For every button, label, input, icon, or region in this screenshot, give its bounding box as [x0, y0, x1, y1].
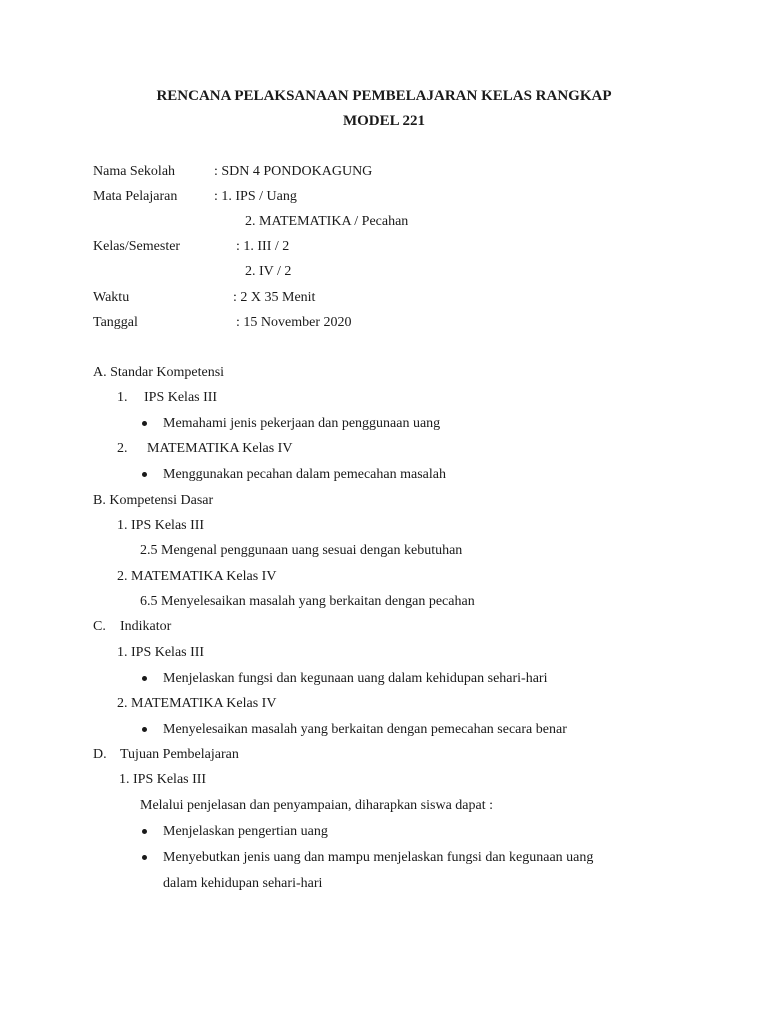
school-value: : SDN 4 PONDOKAGUNG — [214, 164, 373, 179]
section-c-heading: Indikator — [120, 619, 172, 634]
bullet-icon — [142, 829, 147, 834]
document-title: RENCANA PELAKSANAAN PEMBELAJARAN KELAS RANGKAP — [156, 88, 612, 104]
bullet-icon — [142, 727, 147, 732]
time-value: : 2 X 35 Menit — [233, 290, 316, 305]
list-item-label: 1. IPS Kelas III — [117, 645, 205, 660]
list-item-label: 2. MATEMATIKA Kelas IV — [117, 569, 277, 584]
document-subtitle: MODEL 221 — [342, 113, 426, 129]
list-item-label: 2. MATEMATIKA Kelas IV — [117, 696, 277, 711]
subject-value-2: 2. MATEMATIKA / Pecahan — [245, 214, 409, 229]
subject-label: Mata Pelajaran — [93, 189, 178, 204]
list-number: 1. — [117, 390, 128, 405]
section-c-letter: C. — [93, 619, 106, 634]
school-label: Nama Sekolah — [93, 164, 176, 179]
list-item-label: MATEMATIKA Kelas IV — [147, 441, 293, 456]
list-item-continuation: dalam kehidupan sehari-hari — [163, 876, 323, 891]
section-b-heading: B. Kompetensi Dasar — [93, 493, 214, 508]
list-item: 2.5 Mengenal penggunaan uang sesuai dengan kebutuhan — [140, 543, 463, 558]
bullet-icon — [142, 855, 147, 860]
list-item: Menyebutkan jenis uang dan mampu menjelaskan fungsi dan kegunaan uang — [163, 850, 594, 865]
date-label: Tanggal — [93, 315, 138, 330]
time-label: Waktu — [93, 290, 130, 305]
list-item: 6.5 Menyelesaikan masalah yang berkaitan dengan pecahan — [140, 594, 475, 609]
section-a-heading: A. Standar Kompetensi — [93, 365, 225, 380]
list-item-label: 1. IPS Kelas III — [117, 518, 205, 533]
list-item: Memahami jenis pekerjaan dan penggunaan uang — [163, 416, 441, 431]
class-value-1: : 1. III / 2 — [236, 239, 290, 254]
list-item: Menyelesaikan masalah yang berkaitan dengan pemecahan secara benar — [163, 722, 567, 737]
section-d-heading: Tujuan Pembelajaran — [120, 747, 239, 762]
list-item-label: IPS Kelas III — [144, 390, 218, 405]
class-label: Kelas/Semester — [93, 239, 181, 254]
list-item: Menggunakan pecahan dalam pemecahan masalah — [163, 467, 446, 482]
class-value-2: 2. IV / 2 — [245, 264, 292, 279]
bullet-icon — [142, 472, 147, 477]
bullet-icon — [142, 676, 147, 681]
list-number: 2. — [117, 441, 128, 456]
list-item-label: 1. IPS Kelas III — [119, 772, 207, 787]
bullet-icon — [142, 421, 147, 426]
intro-text: Melalui penjelasan dan penyampaian, diharapkan siswa dapat : — [140, 798, 493, 813]
subject-value-1: : 1. IPS / Uang — [214, 189, 297, 204]
section-d-letter: D. — [93, 747, 107, 762]
list-item: Menjelaskan fungsi dan kegunaan uang dalam kehidupan sehari-hari — [163, 671, 548, 686]
date-value: : 15 November 2020 — [236, 315, 352, 330]
list-item: Menjelaskan pengertian uang — [163, 824, 328, 839]
